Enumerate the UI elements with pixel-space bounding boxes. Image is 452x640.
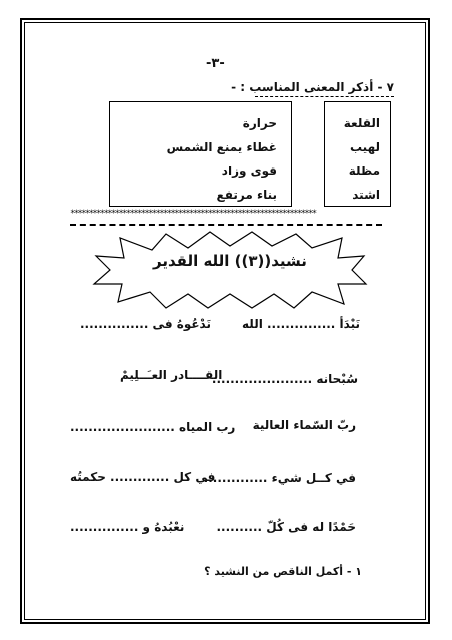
page-number: -٣- [206,56,225,71]
song-line-right: نَبْدَأ ............... الله [242,317,360,331]
dashed-separator [70,224,382,226]
song-line-left: القــــادر العـَــلِيمْ [120,368,223,382]
song-title: نشيد((٣)) الله القدير [153,252,307,270]
star-separator: ****************************************************************** [70,209,316,219]
song-line-left: رب المياه ....................... [70,420,236,434]
question-7-underline [255,96,394,97]
meaning-item: بناء مرتفع [216,188,277,202]
question-7-title: ٧ - أذكر المعنى المناسب : - [231,80,394,94]
word-item: مظلة [348,164,380,178]
words-box [324,101,391,207]
question-1: ١ - أكمل الناقص من النشيد ؟ [204,565,362,578]
meaning-item: حرارة [242,116,277,130]
song-line-left: في كل ............. حكمتُه [70,470,216,484]
meaning-item: قوى وزاد [221,164,277,178]
song-line-right: سُبْحانه ...................... [211,372,358,386]
starburst-shape [90,230,370,310]
meanings-box [109,101,292,207]
word-item: لهيب [349,140,380,154]
song-line-left: نَدْعُوهُ فى ............... [80,317,211,331]
song-line-right: حَمْدًا له فى كُلّ .......... [216,520,356,534]
word-item: اشتد [352,188,380,202]
song-line-right: ربّ السّماء العالية [252,418,356,432]
word-item: القلعة [343,116,380,130]
song-line-left: نعْبُدهُ و ............... [70,520,185,534]
song-line-right: في كــل شيء .............. [203,471,356,485]
meaning-item: غطاء يمنع الشمس [166,140,277,154]
